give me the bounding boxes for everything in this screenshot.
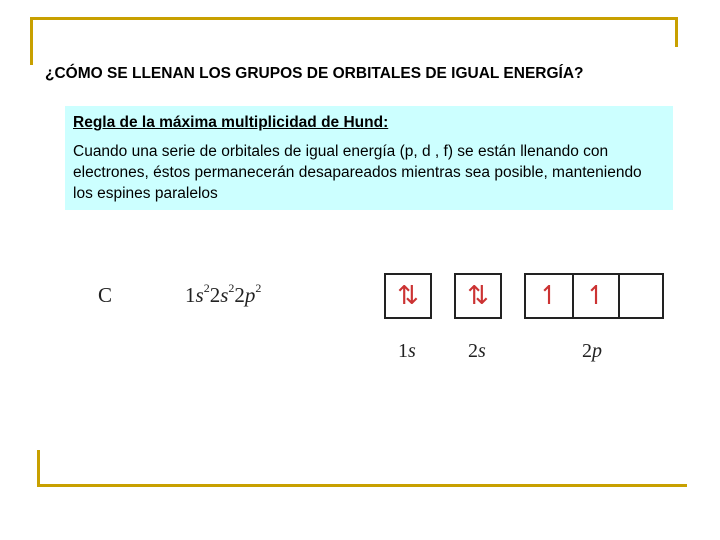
config-coef: 2 [234,283,245,307]
rule-heading: Regla de la máxima multiplicidad de Hund: [73,114,389,131]
orbital-label-letter: s [478,340,486,362]
config-orbital: p [244,283,256,307]
frame-bottom-line [37,484,687,487]
orbital-label-num: 2 [582,340,592,362]
orbital-label-letter: p [592,340,602,362]
orbital-box-2s [454,273,502,319]
frame-right-line [675,17,678,47]
electron-configuration [185,283,261,308]
frame-left-line [30,17,33,65]
config-orbital: s [220,283,229,307]
orbital-label-num: 2 [468,340,478,362]
rule-box [65,106,673,210]
frame-top-line [30,17,677,20]
orbital-label-letter: s [408,340,416,362]
orbital-cell-empty [618,275,662,317]
config-exp: 2 [203,281,210,295]
config-exp: 2 [255,281,262,295]
orbital-label-2p [582,340,602,363]
orbital-label-1s [398,340,416,363]
element-symbol: C [98,283,113,307]
slide-title: ¿CÓMO SE LLENAN LOS GRUPOS DE ORBITALES DE IGUAL ENERGÍA? [45,65,584,82]
config-coef: 1 [185,283,196,307]
orbital-label-2s [468,340,486,363]
config-orbital: s [195,283,204,307]
orbital-cell-arrows: ↿ [538,281,560,310]
orbital-label-num: 1 [398,340,408,362]
orbital-cell-arrows: ⇅ [467,281,489,310]
config-exp: 2 [228,281,235,295]
orbital-box-2p [524,273,664,319]
frame-bottom-left-line [37,450,40,487]
orbital-cell-arrows: ⇅ [397,281,419,310]
config-coef: 2 [209,283,221,307]
rule-text: Cuando una serie de orbitales de igual energía (p, d , f) se están llenando con electrones, éstos permanecerán desapareados mientras sea posible, manteniendo los espines paralelos [73,143,642,202]
orbital-cell-arrows: ↿ [572,275,618,317]
orbital-box-1s [384,273,432,319]
